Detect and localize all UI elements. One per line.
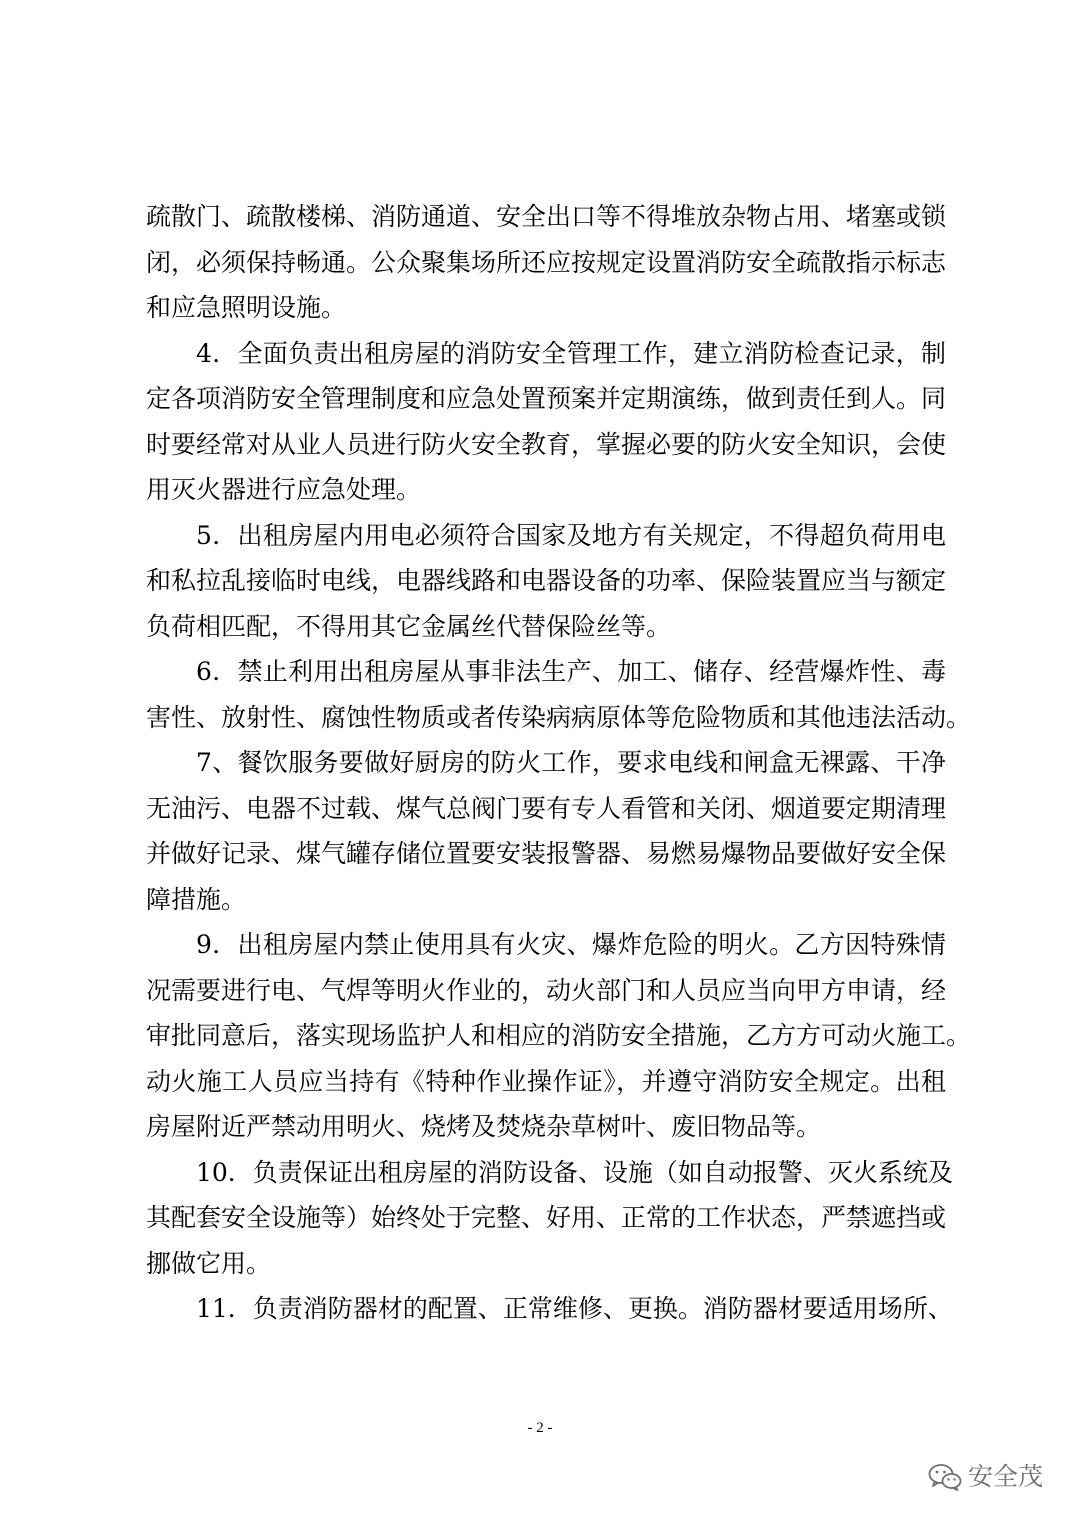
text-line: 障措施。 [146,885,247,914]
text-line: 11．负责消防器材的配置、正常维修、更换。消防器材要适用场所、 [196,1294,953,1323]
text-line: 疏散门、疏散楼梯、消防通道、安全出口等不得堆放杂物占用、堵塞或锁 [146,202,947,231]
text-line: 7、餐饮服务要做好厨房的防火工作，要求电线和闸盒无裸露、干净 [196,748,946,777]
text-line: 审批同意后，落实现场监护人和相应的消防安全措施，乙方方可动火施工。 [146,1021,972,1050]
text-line: 时要经常对从业人员进行防火安全教育，掌握必要的防火安全知识，会使 [146,430,947,459]
text-line: 负荷相匹配，不得用其它金属丝代替保险丝等。 [146,612,672,641]
text-line: 况需要进行电、气焊等明火作业的，动火部门和人员应当向甲方申请，经 [146,976,947,1005]
text-line: 和应急照明设施。 [146,293,347,322]
text-line: 房屋附近严禁动用明火、烧烤及焚烧杂草树叶、废旧物品等。 [146,1112,822,1141]
text-line: 闭，必须保持畅通。公众聚集场所还应按规定设置消防安全疏散指示标志 [146,248,947,277]
text-line: 4．全面负责出租房屋的消防安全管理工作，建立消防检查记录，制 [196,339,946,368]
page-number: - 2 - [527,1420,553,1436]
text-line: 9．出租房屋内禁止使用具有火灾、爆炸危险的明火。乙方因特殊情 [196,930,946,959]
text-line: 6．禁止利用出租房屋从事非法生产、加工、储存、经营爆炸性、毒 [196,657,946,686]
watermark [928,1462,1043,1492]
text-line: 动火施工人员应当持有《特种作业操作证》，并遵守消防安全规定。出租 [146,1067,946,1096]
text-line: 定各项消防安全管理制度和应急处置预案并定期演练，做到责任到人。同 [146,384,947,413]
text-line: 5．出租房屋内用电必须符合国家及地方有关规定，不得超负荷用电 [196,521,946,550]
text-line: 挪做它用。 [146,1249,272,1278]
text-line: 用灭火器进行应急处理。 [146,475,422,504]
text-line: 无油污、电器不过载、煤气总阀门要有专人看管和关闭、烟道要定期清理 [146,794,947,823]
text-line: 10．负责保证出租房屋的消防设备、设施（如自动报警、灭火系统及 [196,1158,953,1187]
text-line: 并做好记录、煤气罐存储位置要安装报警器、易燃易爆物品要做好安全保 [146,839,947,868]
text-line: 和私拉乱接临时电线，电器线路和电器设备的功率、保险装置应当与额定 [146,566,947,595]
watermark-text: 安全茂 [968,1462,1044,1491]
wechat-icon [928,1463,962,1491]
text-line: 其配套安全设施等）始终处于完整、好用、正常的工作状态，严禁遮挡或 [146,1203,947,1232]
text-line: 害性、放射性、腐蚀性物质或者传染病病原体等危险物质和其他违法活动。 [146,703,972,732]
